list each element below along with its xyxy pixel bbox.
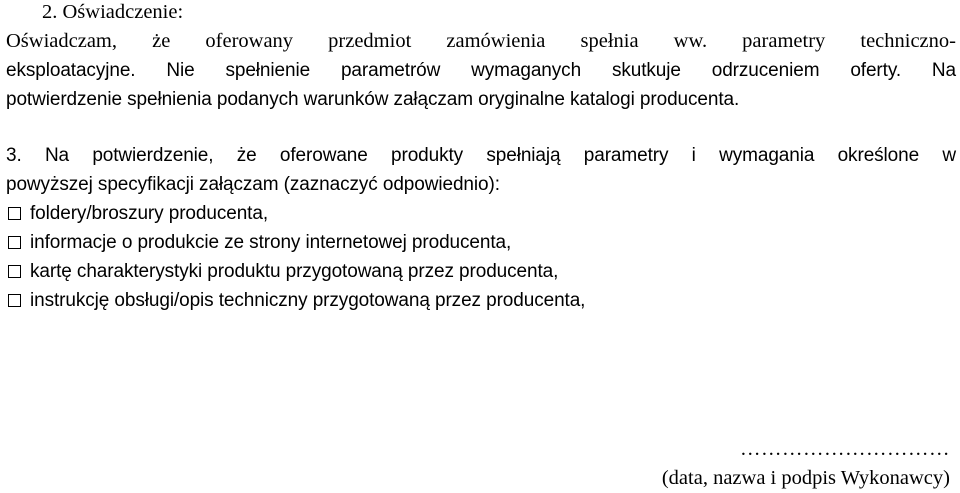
option-label: foldery/broszury producenta, xyxy=(30,203,268,224)
option-website-info[interactable] xyxy=(6,228,956,257)
section-2-heading: 2. Oświadczenie: xyxy=(42,1,184,23)
statement-line-1: Oświadczam, że oferowany przedmiot zamówienia spełnia ww. parametry techniczno- xyxy=(6,30,956,52)
signature-block xyxy=(662,435,950,493)
section-3-line-2: powyższej specyfikacji załączam (zaznaczyć odpowiednio): xyxy=(6,174,500,195)
option-label: informacje o produkcie ze strony internetowej producenta, xyxy=(30,232,512,253)
signature-caption: (data, nazwa i podpis Wykonawcy) xyxy=(661,467,950,489)
checkbox-icon[interactable] xyxy=(8,265,21,278)
statement-line-2: eksploatacyjne. Nie spełnienie parametrów wymaganych skutkuje odrzuceniem oferty. Na xyxy=(6,60,956,81)
option-label: kartę charakterystyki produktu przygotowaną przez producenta, xyxy=(30,261,559,282)
checkbox-icon[interactable] xyxy=(8,207,21,220)
option-brochures[interactable] xyxy=(6,199,956,228)
section-3-line-1: 3. Na potwierdzenie, że oferowane produkty spełniają parametry i wymagania określone w xyxy=(6,145,956,166)
section-3 xyxy=(6,141,956,315)
option-manual[interactable] xyxy=(6,286,956,315)
section-2-statement xyxy=(6,27,956,114)
option-label: instrukcję obsługi/opis techniczny przygotowaną przez producenta, xyxy=(30,290,586,311)
checkbox-icon[interactable] xyxy=(8,294,21,307)
statement-line-3: potwierdzenie spełnienia podanych warunków załączam oryginalne katalogi producenta. xyxy=(6,89,740,110)
signature-dotted-line: ………………………… xyxy=(740,438,950,460)
option-product-sheet[interactable] xyxy=(6,257,956,286)
checkbox-icon[interactable] xyxy=(8,236,21,249)
